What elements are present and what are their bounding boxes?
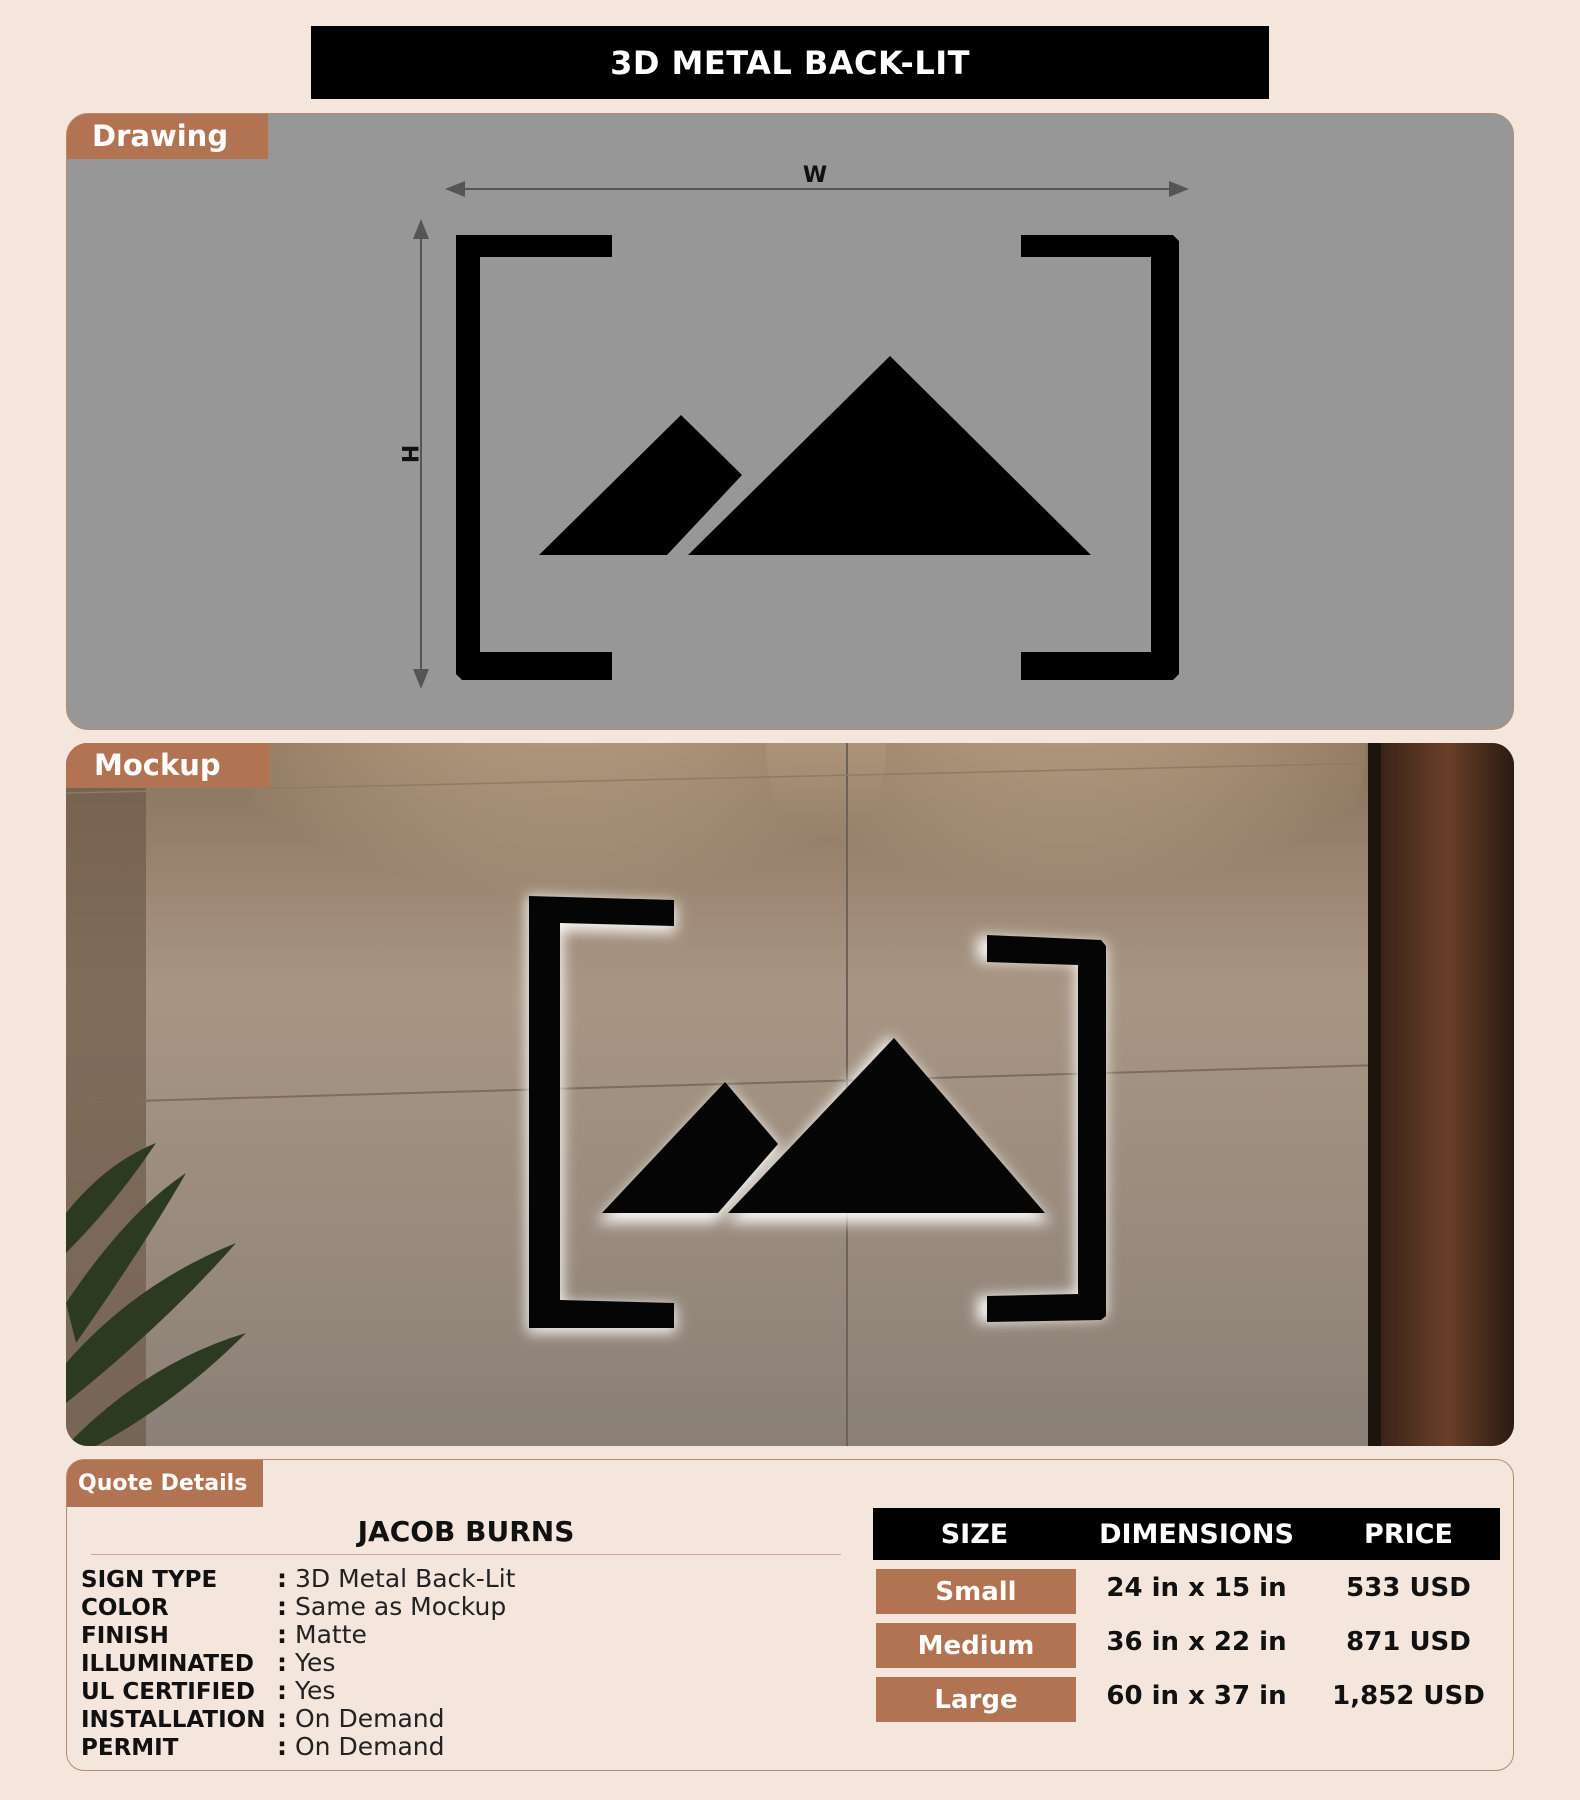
spec-label: PERMIT [81, 1735, 179, 1761]
price-cell: 871 USD [1346, 1626, 1471, 1657]
wood-panel-edge [1368, 743, 1381, 1446]
dimensions-cell: 24 in x 15 in [1106, 1572, 1287, 1603]
spec-label: SIGN TYPE [81, 1567, 218, 1593]
spec-colon: : [277, 1704, 287, 1733]
spec-row-sign-type [81, 1565, 515, 1593]
large-mountain-shape [688, 356, 1091, 555]
price-row-large [873, 1677, 1500, 1722]
spec-value: Yes [295, 1676, 336, 1705]
mockup-tab-label: Mockup [66, 743, 270, 788]
spec-label: FINISH [81, 1623, 169, 1649]
spec-row-finish [81, 1621, 515, 1649]
spec-value: Yes [295, 1648, 336, 1677]
mockup-image [66, 743, 1514, 1446]
spec-row-installation [81, 1705, 515, 1733]
mockup-panel [66, 743, 1514, 1446]
quote-details-tab: Quote Details [67, 1460, 263, 1507]
spec-label: ILLUMINATED [81, 1651, 254, 1677]
spec-colon: : [277, 1564, 287, 1593]
spec-colon: : [277, 1676, 287, 1705]
header-size: SIZE [940, 1518, 1009, 1550]
spec-row-ul-certified [81, 1677, 515, 1705]
spec-value: On Demand [295, 1704, 445, 1733]
spec-row-color [81, 1593, 515, 1621]
spec-label: UL CERTIFIED [81, 1679, 255, 1705]
price-table-header [873, 1508, 1500, 1560]
price-row-small [873, 1569, 1500, 1614]
spec-row-illuminated [81, 1649, 515, 1677]
price-table [873, 1508, 1500, 1722]
size-pill-small: Small [876, 1569, 1076, 1614]
header-price: PRICE [1364, 1518, 1453, 1550]
spec-label: INSTALLATION [81, 1707, 266, 1733]
dimensions-cell: 36 in x 22 in [1106, 1626, 1287, 1657]
drawing-panel [66, 113, 1514, 730]
customer-name: JACOB BURNS [357, 1515, 575, 1548]
page-title: 3D METAL BACK-LIT [311, 26, 1269, 99]
drawing-tab-label: Drawing [67, 114, 268, 159]
width-label: W [802, 163, 828, 188]
right-bracket-shape [1021, 235, 1179, 680]
wood-panel [1381, 743, 1514, 1446]
sign-drawing [67, 114, 1514, 730]
spec-value: 3D Metal Back-Lit [295, 1564, 516, 1593]
left-bracket-shape [456, 235, 612, 680]
price-cell: 1,852 USD [1332, 1680, 1485, 1711]
size-pill-medium: Medium [876, 1623, 1076, 1668]
price-cell: 533 USD [1346, 1572, 1471, 1603]
size-pill-large: Large [876, 1677, 1076, 1722]
spec-colon: : [277, 1648, 287, 1677]
spec-value: Matte [295, 1620, 367, 1649]
price-row-medium [873, 1623, 1500, 1668]
spec-colon: : [277, 1620, 287, 1649]
quote-details-box [66, 1459, 1514, 1771]
spec-value: Same as Mockup [295, 1592, 507, 1621]
dimensions-cell: 60 in x 37 in [1106, 1680, 1287, 1711]
spec-value: On Demand [295, 1732, 445, 1761]
spec-row-permit [81, 1733, 515, 1761]
spec-colon: : [277, 1592, 287, 1621]
header-dimensions: DIMENSIONS [1099, 1518, 1294, 1550]
customer-divider [91, 1554, 841, 1555]
height-label: H [396, 444, 421, 464]
spec-colon: : [277, 1732, 287, 1761]
spec-label: COLOR [81, 1595, 169, 1621]
spec-list [81, 1565, 515, 1761]
